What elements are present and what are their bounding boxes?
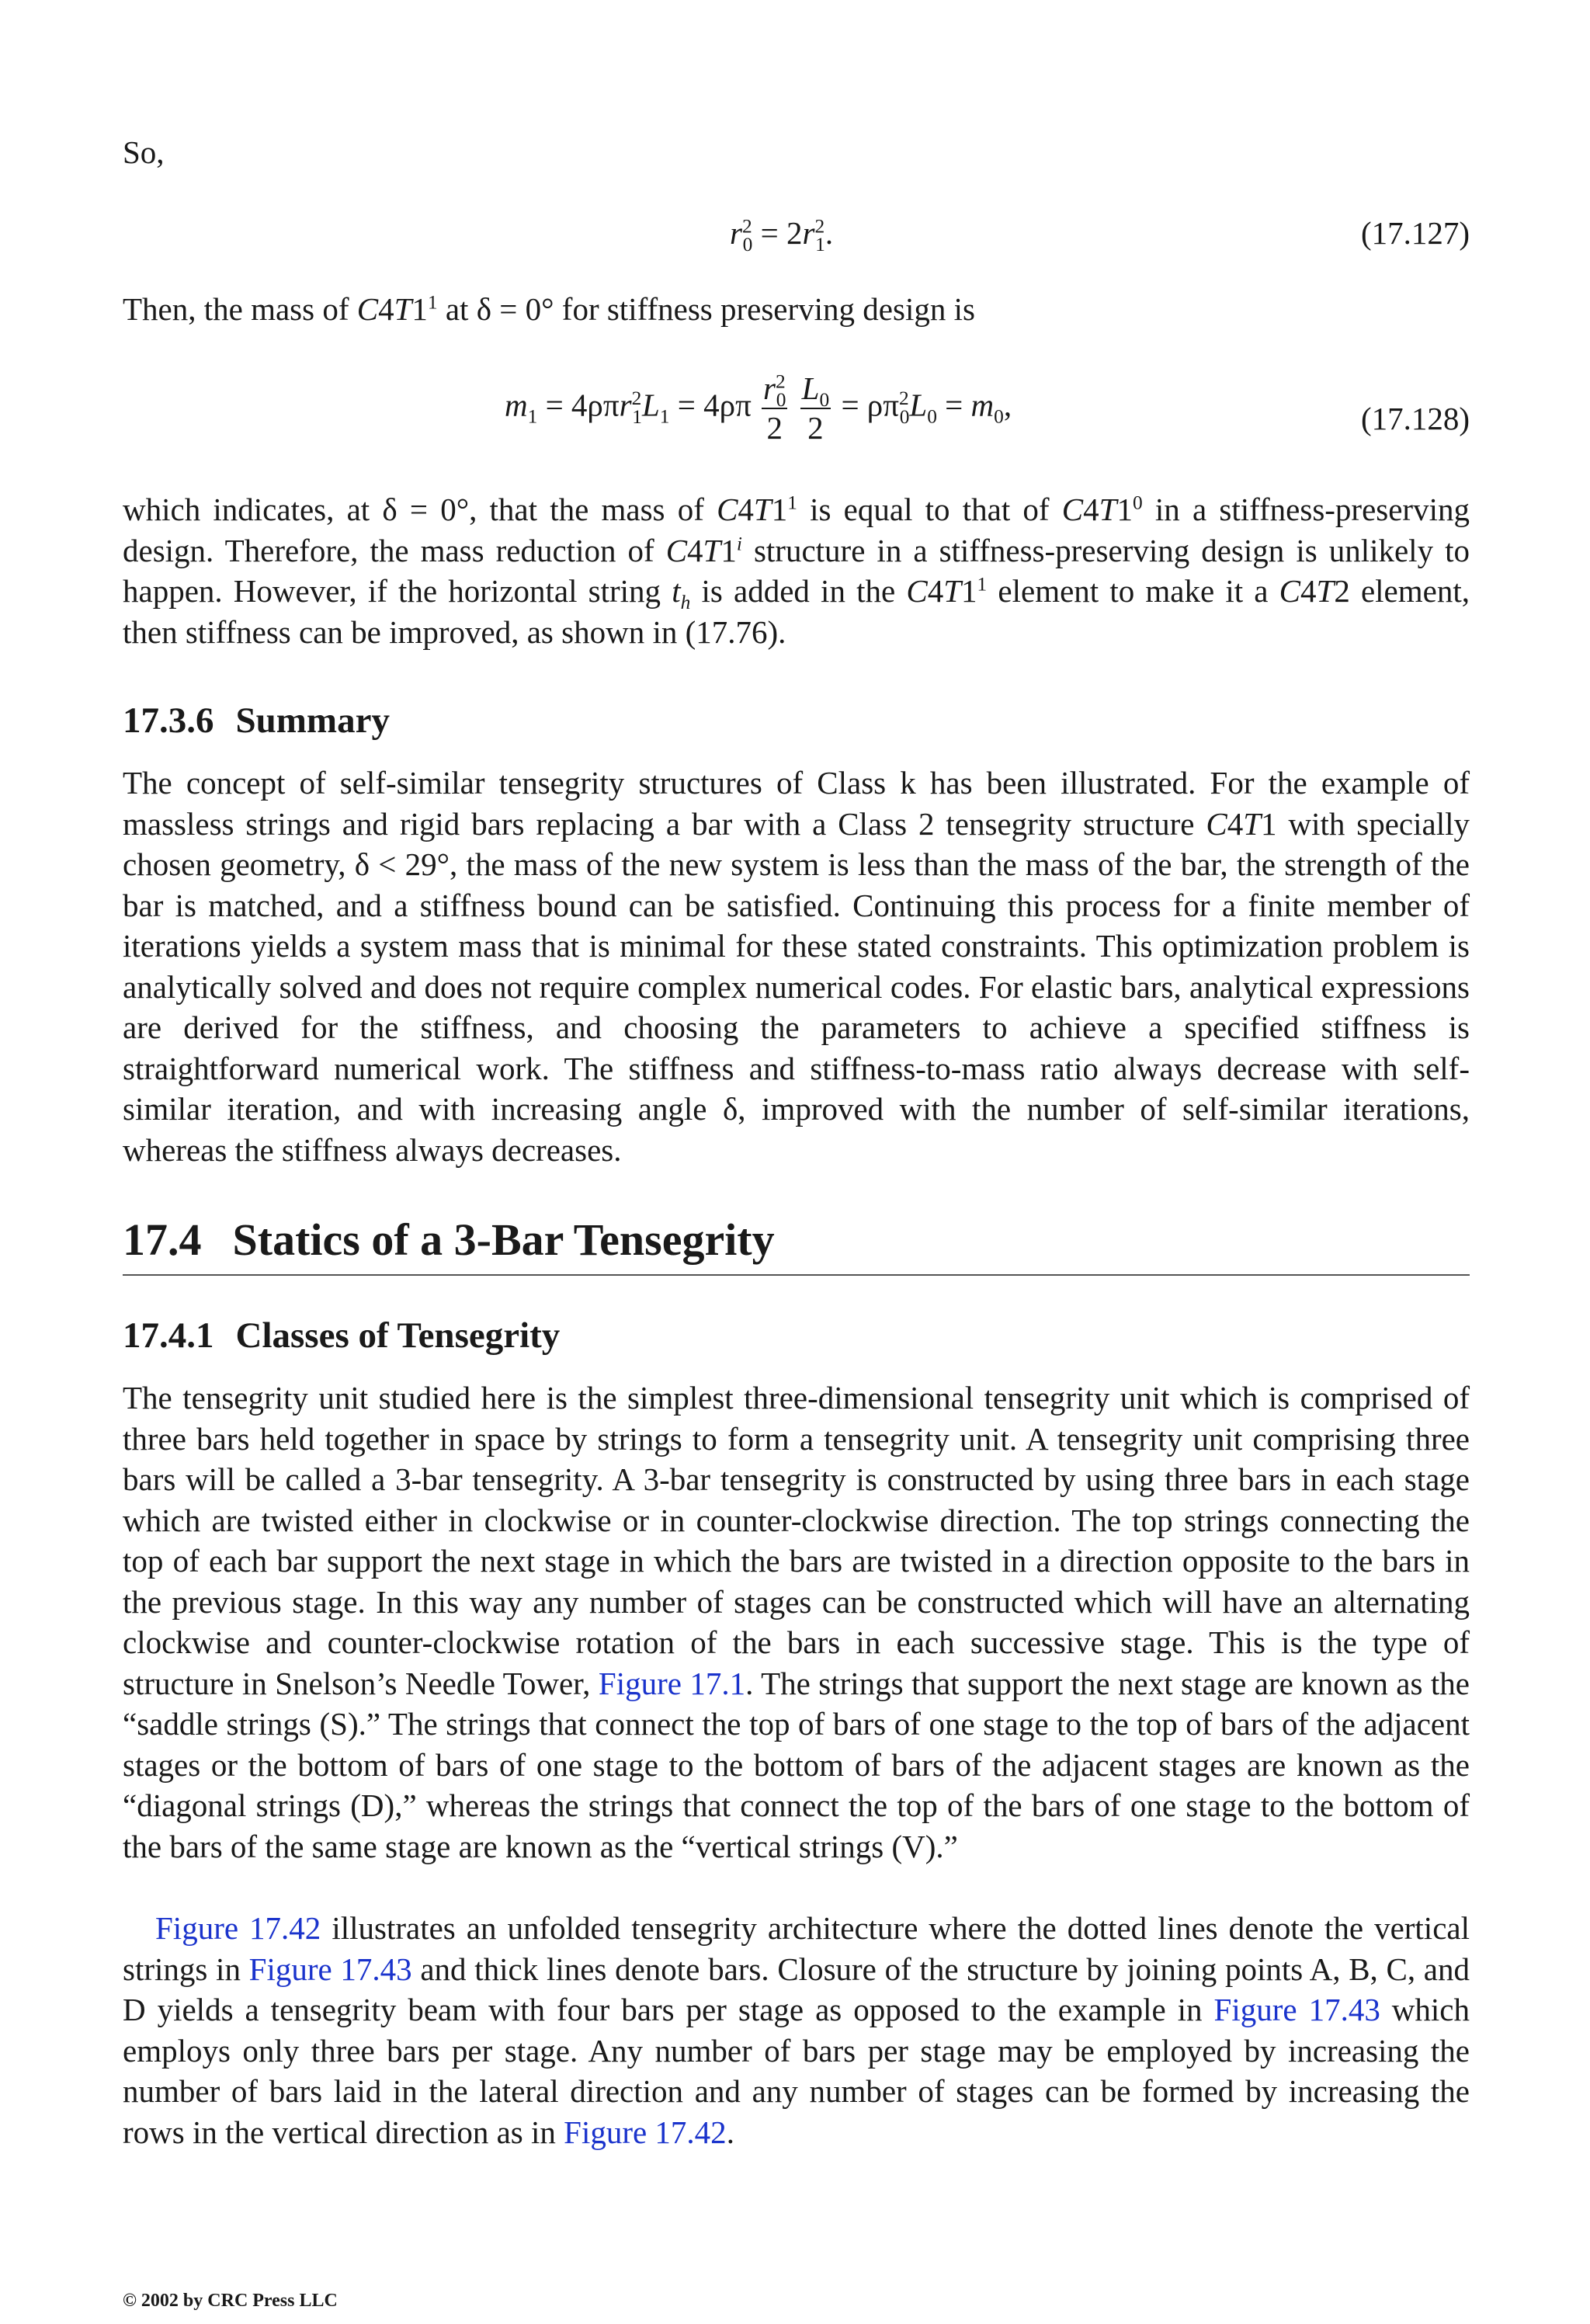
paragraph-so: So, (123, 134, 165, 170)
math-c4t1-1: C (356, 291, 379, 327)
paragraph-figure: Figure 17.42 illustrates an unfolded tensegrity architecture where the dotted lines denote the vertical strings in Figure 17.43 and thick lines denote bars. Closure of the structure by joining points A, B, C, and D yields a tensegrity beam with four bars per stage as opposed to the example in Figure 17.43 which employs only three bars per stage. Any number of bars per stage may be employed by increasing the number of bars laid in the lateral direction and any number of stages can be formed by increasing the rows in the vertical direction as in Figure 17.42. (123, 1910, 1470, 2150)
copyright-footer: © 2002 by CRC Press LLC (123, 2291, 338, 2311)
link-figure-17-42[interactable]: Figure 17.42 (155, 1910, 321, 1946)
link-figure-17-43-second[interactable]: Figure 17.43 (1213, 1992, 1380, 2027)
paragraph-then: Then, the mass of $C4T1^1$ at δ = 0° for stiffness preserving design is (123, 291, 975, 327)
section-heading-17-4-1: 17.4.1 Classes of Tensegrity (123, 1315, 561, 1356)
section-heading-17-3-6: 17.3.6 Summary (123, 700, 390, 741)
section-heading-17-4: 17.4 Statics of a 3-Bar Tensegrity (123, 1214, 775, 1265)
equation-number-17-128: (17.128) (1360, 401, 1470, 436)
fraction-r0sq-over-2: $\frac{r^2_0}{2}$ (763, 370, 786, 446)
link-figure-17-42-second[interactable]: Figure 17.42 (564, 2114, 727, 2150)
paragraph-classes: The tensegrity unit studied here is the simplest three-dimensional tensegrity unit which is comprised of three bars held together in space by strings to form a tensegrity unit. A tensegrity unit comprising three bars will be called a 3-bar tensegrity. A 3-bar tensegrity is constructed by using three bars in each stage which are twisted either in clockwise or in counter-clockwise direction. The top strings connecting the top of each bar support the next stage in which the bars are twisted in a direction opposite to the bars in the previous stage. In this way any number of stages can be constructed which will have an alternating clockwise and counter-clockwise rotation of the bars in each successive stage. This is the type of structure in Snelson’s Needle Tower, Figure 17.1. The strings that support the next stage are known as the “saddle strings (S).” The strings that connect the top of bars of one stage to the top of bars of the adjacent stages or the bottom of bars of one stage to the bottom of bars of the adjacent stages are known as the “diagonal strings (D),” whereas the strings that connect the top of the bars of one stage to the bottom of the bars of the same stage are known as the “vertical strings (V).” (123, 1380, 1470, 1864)
equation-number-17-127: (17.127) (1360, 215, 1470, 251)
equation-17-128: $m_1 = 4\rho\pi r^2_1L_1 = 4\rho\pi$ $\frac{r^2_0}{2}$ $\frac{L_0}{2}$ = $\rho\pi^2_0L_0 = m_0$, (505, 370, 1012, 446)
fraction-l0-over-2: $\frac{L_0}{2}$ (801, 370, 830, 446)
link-figure-17-43[interactable]: Figure 17.43 (248, 1951, 412, 1987)
section-divider (123, 1274, 1470, 1276)
paragraph-which-indicates: which indicates, at δ = 0°, that the mass of $C4T1^1$ is equal to that of $C4T1^0$ in a stiffness-preserving design. Therefore, the mass reduction of C4T1$^i$ structure in a stiffness-preserving design is unlikely to happen. However, if the horizontal string $t_h$ is added in the $C4T1^1$ element to make it a C4T2 element, then stiffness can be improved, as shown in (17.76). (123, 492, 1470, 650)
equation-17-127: $r^2_0 = 2r^2_1$. (730, 215, 834, 256)
link-figure-17-1[interactable]: Figure 17.1 (598, 1665, 746, 1701)
paragraph-summary: The concept of self-similar tensegrity structures of Class k has been illustrated. For the example of massless strings and rigid bars replacing a bar with a Class 2 tensegrity structure C4T1 with specially chosen geometry, δ < 29°, the mass of the new system is less than the mass of the bar, the strength of the bar is matched, and a stiffness bound can be satisfied. Continuing this process for a finite member of iterations yields a system mass that is minimal for these stated constraints. This optimization problem is analytically solved and does not require complex numerical codes. For elastic bars, analytical expressions are derived for the stiffness, and choosing the parameters to achieve a specified stiffness is straightforward numerical work. The stiffness and stiffness-to-mass ratio always decrease with self-similar iteration, and with increasing angle δ, improved with the number of self-similar iterations, whereas the stiffness always decreases. (123, 765, 1470, 1168)
